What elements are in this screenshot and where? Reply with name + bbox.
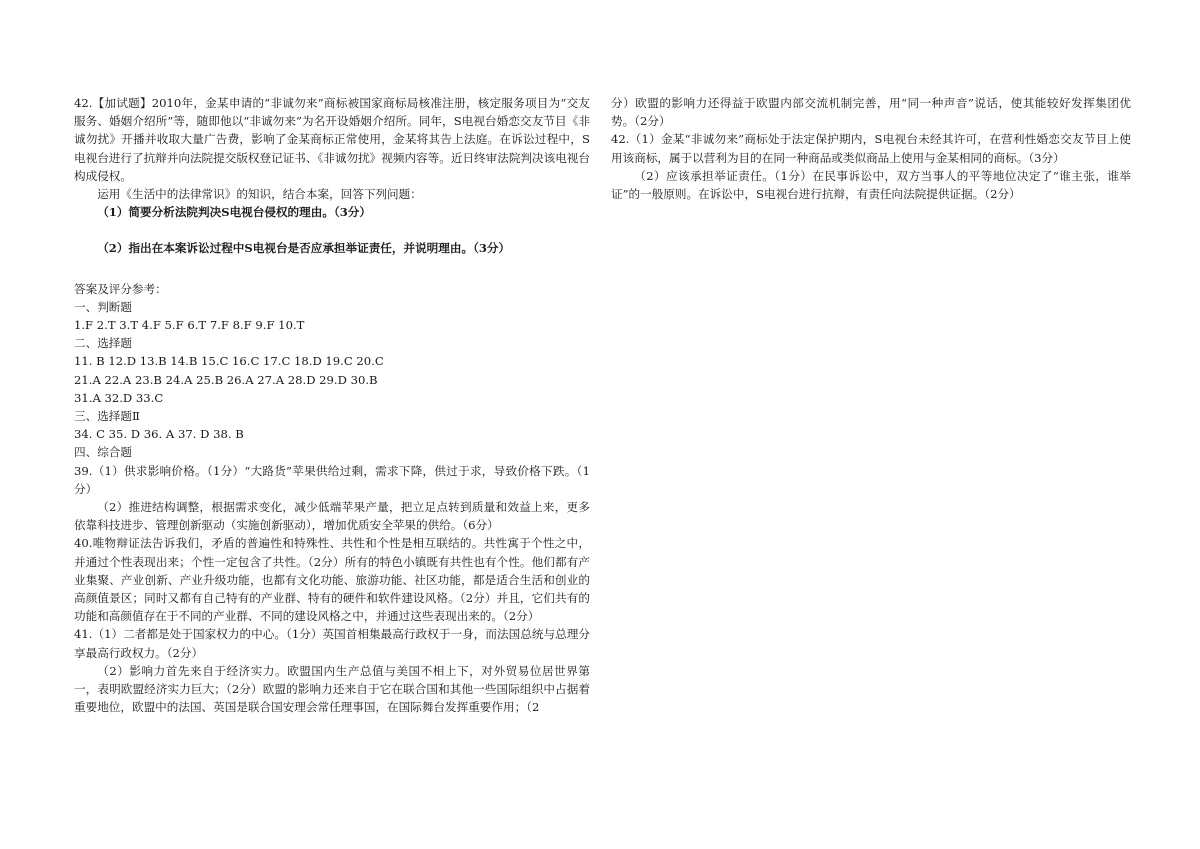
question-42-intro: 42.【加试题】2010年，金某申请的“非诚勿来”商标被国家商标局核准注册，核定服务项目为“交友服务、婚姻介绍所”等，随即他以“非诚勿来”为名开设婚姻介绍所。同年，S电视台婚恋交友节目《非诚勿扰》开播并收取大量广告费，影响了金某商标正常使用，金某将其告上法庭。在诉讼过程中，S电视台进行了抗辩并向法院提交版权登记证书、《非诚勿扰》视频内容等。近日终审法院判决该电视台构成侵权。 <box>74 96 590 183</box>
spacer <box>74 221 590 239</box>
answer-41-part2-continued: 分）欧盟的影响力还得益于欧盟内部交流机制完善，用“同一种声音”说话，使其能较好发挥集团优势。（2分） <box>611 96 1131 129</box>
answer-heading: 答案及评分参考： <box>74 281 167 296</box>
section-2-title: 二、选择题 <box>74 336 132 351</box>
section-4-title: 四、综合题 <box>74 445 132 460</box>
section-3-answers: 34. C 35. D 36. A 37. D 38. B <box>74 427 244 442</box>
answer-41-part1: 41.（1）二者都是处于国家权力的中心。（1分）英国首相集最高行政权于一身，而法国总统与总理分享最高行政权力。（2分） <box>74 627 590 660</box>
right-column <box>611 94 1131 203</box>
section-2-answers-line3: 31.A 32.D 33.C <box>74 390 164 405</box>
spacer <box>74 258 590 276</box>
answer-42-part1: 42.（1）金某“非诚勿来”商标处于法定保护期内，S电视台未经其许可，在营利性婚恋交友节目上使用该商标，属于以营利为目的在同一种商品或类似商品上使用与金某相同的商标。（3分） <box>611 132 1131 165</box>
answer-40: 40.唯物辩证法告诉我们，矛盾的普遍性和特殊性、共性和个性是相互联结的。共性寓于个性之中，并通过个性表现出来；个性一定包含了共性。（2分）所有的特色小镇既有共性也有个性。他们都有产业集聚、产业创新、产业升级功能，也都有文化功能、旅游功能、社区功能，都是适合生活和创业的高颜值景区；同时又都有自己特有的产业群、特有的硬件和软件建设风格。（2分）并且，它们共有的功能和高颜值存在于不同的产业群、不同的建设风格之中，并通过这些表现出来的。（2分） <box>74 536 590 624</box>
question-42-sub1: （1）简要分析法院判决S电视台侵权的理由。（3分） <box>97 205 371 220</box>
answer-39-part2: （2）推进结构调整，根据需求变化，减少低端苹果产量，把立足点转到质量和效益上来，更多依靠科技进步、管理创新驱动（实施创新驱动），增加优质安全苹果的供给。（6分） <box>74 500 590 533</box>
answer-42-part2: （2）应该承担举证责任。（1分）在民事诉讼中，双方当事人的平等地位决定了“谁主张，谁举证”的一般原则。在诉讼中，S电视台进行抗辩，有责任向法院提供证据。（2分） <box>611 168 1131 202</box>
left-column <box>74 94 590 717</box>
answer-41-part2: （2）影响力首先来自于经济实力。欧盟国内生产总值与美国不相上下，对外贸易位居世界第一，表明欧盟经济实力巨大；（2分）欧盟的影响力还来自于它在联合国和其他一些国际组织中占据着重要地位，欧盟中的法国、英国是联合国安理会常任理事国，在国际舞台发挥重要作用；（2 <box>74 663 590 715</box>
answer-39-part1: 39.（1）供求影响价格。（1分）“大路货”苹果供给过剩，需求下降，供过于求，导致价格下跌。（1分） <box>74 463 590 496</box>
section-1-answers: 1.F 2.T 3.T 4.F 5.F 6.T 7.F 8.F 9.F 10.T <box>74 318 305 333</box>
section-2-answers-line2: 21.A 22.A 23.B 24.A 25.B 26.A 27.A 28.D 29.D 30.B <box>74 372 378 387</box>
section-3-title: 三、选择题Ⅱ <box>74 409 140 424</box>
question-42-sub2: （2）指出在本案诉讼过程中S电视台是否应承担举证责任，并说明理由。（3分） <box>97 241 511 256</box>
section-2-answers-line1: 11. B 12.D 13.B 14.B 15.C 16.C 17.C 18.D 19.C 20.C <box>74 354 384 369</box>
question-42-instruction: 运用《生活中的法律常识》的知识，结合本案，回答下列问题： <box>97 187 422 202</box>
section-1-title: 一、判断题 <box>74 299 132 314</box>
